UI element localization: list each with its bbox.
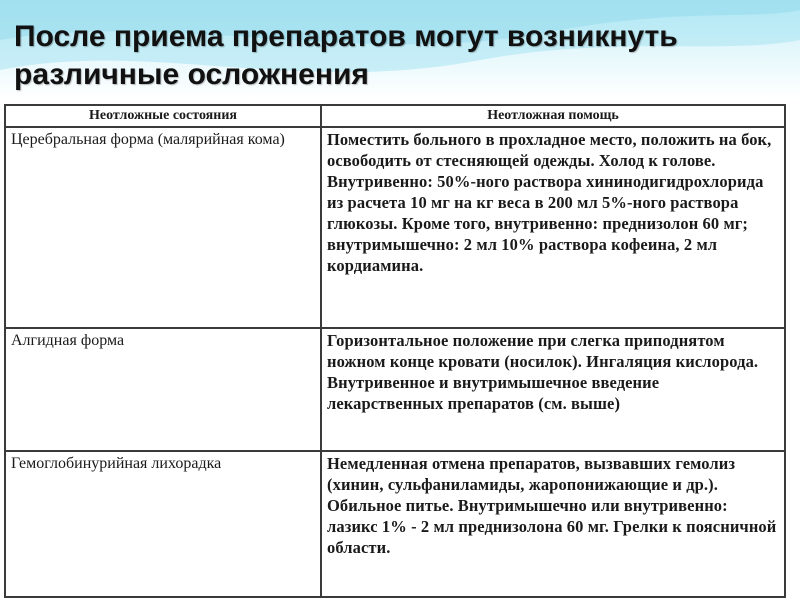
state-cell: Алгидная форма xyxy=(5,328,321,451)
help-cell: Поместить больного в прохладное место, положить на бок, освободить от стесняющей одежды. Холод к голове. Внутривенно: 50%-ного раствора хининодигидрохлорида из расчета 10 мг на кг веса в 200 мл 5%-ного раствора глюкозы. Кроме того, внутривенно: преднизолон 60 мг; внутримышечно: 2 мл 10% раствора кофеина, 2 мл кордиамина. xyxy=(321,127,785,328)
state-cell: Гемоглобинурийная лихорадка xyxy=(5,451,321,597)
table-header-row xyxy=(5,105,785,127)
table-row xyxy=(5,451,785,597)
emergency-table xyxy=(4,104,786,598)
help-cell: Горизонтальное положение при слегка приподнятом ножном конце кровати (носилок). Ингаляция кислорода. Внутривенное и внутримышечное введение лекарственных препаратов (см. выше) xyxy=(321,328,785,451)
emergency-table-container xyxy=(4,104,786,598)
table-row xyxy=(5,127,785,328)
column-header-help: Неотложная помощь xyxy=(321,105,785,127)
slide-title: После приема препаратов могут возникнуть различные осложнения xyxy=(14,20,678,91)
help-cell: Немедленная отмена препаратов, вызвавших гемолиз (хинин, сульфаниламиды, жаропонижающие и др.). Обильное питье. Внутримышечно или внутривенно: лазикс 1% - 2 мл преднизолона 60 мг. Грелки к поясничной области. xyxy=(321,451,785,597)
column-header-state: Неотложные состояния xyxy=(5,105,321,127)
state-cell: Церебральная форма (малярийная кома) xyxy=(5,127,321,328)
table-row xyxy=(5,328,785,451)
